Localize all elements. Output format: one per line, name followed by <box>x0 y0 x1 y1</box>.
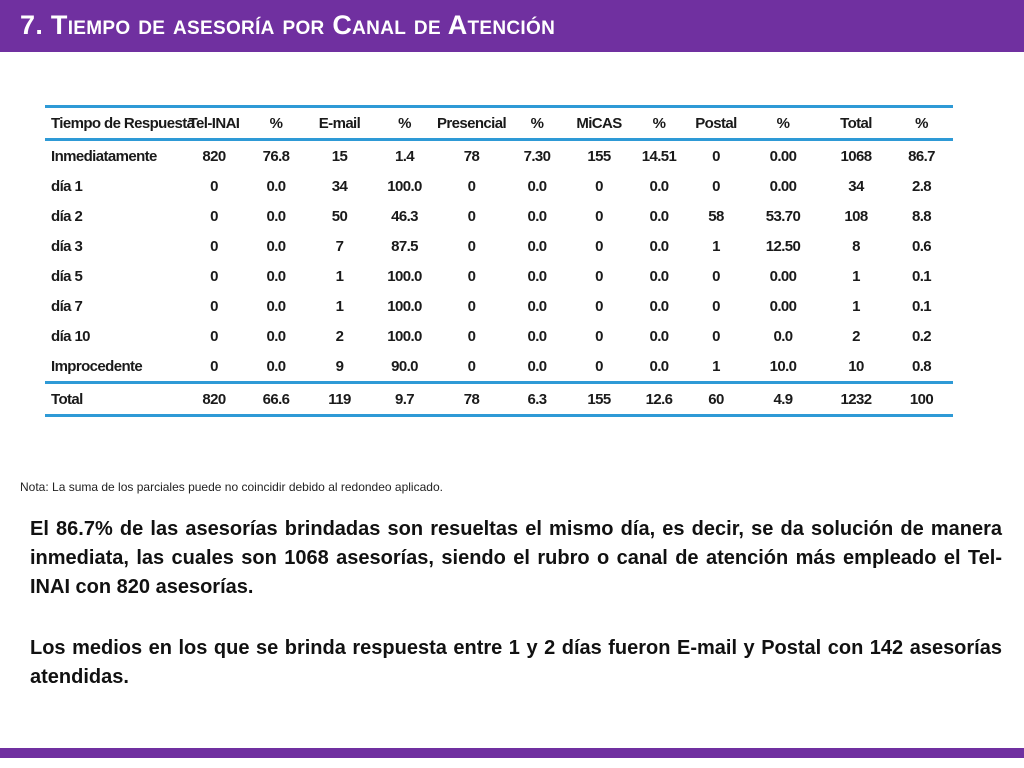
table-cell: 0.00 <box>769 297 797 315</box>
table-cell: 0.0 <box>527 207 547 225</box>
table-cell: 1 <box>712 237 720 255</box>
table-cell: día 3 <box>51 237 83 255</box>
table-cell: 0.0 <box>527 327 547 345</box>
table-cell: 0.0 <box>649 357 669 375</box>
table-cell: 0 <box>595 177 603 195</box>
table-cell: 86.7 <box>908 147 935 165</box>
column-header: MiCAS <box>576 114 622 132</box>
table-cell: 9 <box>335 357 344 375</box>
table-cell: 0 <box>467 207 476 225</box>
table-cell: 0 <box>595 357 603 375</box>
table-cell: 0.0 <box>649 327 669 345</box>
column-header: E-mail <box>318 114 361 132</box>
table-cell: 1232 <box>840 390 872 408</box>
table-cell: 1 <box>712 357 720 375</box>
table-cell: 0 <box>595 237 603 255</box>
table-cell: 2 <box>335 327 344 345</box>
table-cell: día 2 <box>51 207 83 225</box>
table-body <box>45 140 953 383</box>
table-cell: 2.8 <box>911 177 932 195</box>
table-cell: 1 <box>335 267 344 285</box>
column-header: % <box>398 114 411 132</box>
header-bar <box>0 0 1024 52</box>
column-header: % <box>530 114 544 132</box>
table-cell: 0 <box>712 297 720 315</box>
table-cell: 0.0 <box>266 297 286 315</box>
table-header-row <box>45 107 953 140</box>
table-cell: 0.0 <box>527 237 547 255</box>
footnote: Nota: La suma de los parciales puede no coincidir debido al redondeo aplicado. <box>20 480 443 494</box>
table-cell: 0 <box>712 327 720 345</box>
table-cell: 12.6 <box>645 390 673 408</box>
table-cell: día 10 <box>51 327 90 345</box>
column-header: Presencial <box>437 114 507 132</box>
table-cell: Total <box>51 390 83 408</box>
table-cell: Improcedente <box>51 357 143 375</box>
table-row <box>45 140 953 172</box>
table-cell: 0 <box>210 297 218 315</box>
table-cell: 0.1 <box>911 297 932 315</box>
table-total-row <box>45 383 953 416</box>
table-cell: 100.0 <box>387 267 422 285</box>
column-header: % <box>269 114 283 132</box>
table-cell: 14.51 <box>641 147 677 165</box>
table-cell: 0.0 <box>266 177 286 195</box>
column-header: % <box>915 114 928 132</box>
table-cell: 820 <box>202 390 226 408</box>
table-cell: 0.0 <box>527 297 547 315</box>
table-row <box>45 321 953 351</box>
table-cell: 0.0 <box>649 297 669 315</box>
table-cell: 155 <box>587 147 611 165</box>
column-header: Total <box>840 114 872 132</box>
table-cell: 0.0 <box>773 327 793 345</box>
table-cell: 8 <box>852 237 860 255</box>
table-cell: 0 <box>210 357 218 375</box>
table-cell: 0.0 <box>527 357 547 375</box>
table-cell: Inmediatamente <box>51 147 157 165</box>
table-cell: 0.00 <box>769 147 797 165</box>
table-cell: 0 <box>467 237 476 255</box>
column-header: % <box>776 114 790 132</box>
summary-paragraph-2: Los medios en los que se brinda respuesta entre 1 y 2 días fueron E-mail y Postal con 142 asesorías atendidas. <box>30 637 1002 688</box>
table-cell: 78 <box>463 147 480 165</box>
table-cell: 7.30 <box>523 147 551 165</box>
table-cell: 8.8 <box>911 207 932 225</box>
table-cell: 0 <box>467 177 476 195</box>
table-cell: 0 <box>712 267 720 285</box>
column-header: % <box>652 114 666 132</box>
table-cell: 15 <box>331 147 348 165</box>
table-cell: 100 <box>909 390 934 408</box>
table-cell: 0.0 <box>266 237 286 255</box>
table-row <box>45 351 953 383</box>
table-cell: 4.9 <box>773 390 793 408</box>
table-cell: 0.1 <box>911 267 932 285</box>
table-cell: 34 <box>848 177 864 195</box>
table-cell: 0.0 <box>649 177 669 195</box>
table-cell: 0.0 <box>527 177 547 195</box>
table-cell: 10 <box>848 357 864 375</box>
table-cell: 7 <box>335 237 344 255</box>
table-cell: 12.50 <box>765 237 801 255</box>
table-row <box>45 201 953 231</box>
table-cell: 0.0 <box>266 267 286 285</box>
table-cell: 50 <box>331 207 348 225</box>
table-cell: día 7 <box>51 297 83 315</box>
table-cell: 0.0 <box>649 267 669 285</box>
table-cell: 10.0 <box>769 357 797 375</box>
table-cell: 100.0 <box>387 297 422 315</box>
table-cell: 0.0 <box>527 267 547 285</box>
table-cell: 100.0 <box>387 327 422 345</box>
table-cell: 1068 <box>840 147 872 165</box>
table-cell: 9.7 <box>394 390 415 408</box>
table-cell: 100.0 <box>387 177 422 195</box>
table-cell: 6.3 <box>527 390 547 408</box>
table-cell: 58 <box>708 207 724 225</box>
table-cell: 0 <box>595 207 603 225</box>
table-cell: 0 <box>210 177 218 195</box>
table-cell: 0 <box>467 357 476 375</box>
column-header: Tel-INAI <box>188 114 240 132</box>
table-cell: 90.0 <box>391 357 418 375</box>
table-cell: 46.3 <box>391 207 418 225</box>
table-cell: 53.70 <box>765 207 801 225</box>
table-cell: 0.2 <box>911 327 932 345</box>
table-cell: 76.8 <box>262 147 290 165</box>
footer-bar <box>0 748 1024 758</box>
table-row <box>45 291 953 321</box>
table-cell: 66.6 <box>262 390 290 408</box>
table-row <box>45 171 953 201</box>
table-cell: día 1 <box>51 177 83 195</box>
summary-paragraph-1: El 86.7% de las asesorías brindadas son resueltas el mismo día, es decir, se da solución de manera inmediata, las cuales son 1068 asesorías, siendo el rubro o canal de atención más empleado el Tel-INAI con 820 asesorías. <box>30 518 1002 598</box>
table-cell: 155 <box>587 390 611 408</box>
table-cell: día 5 <box>51 267 83 285</box>
table-cell: 0 <box>467 267 476 285</box>
table-cell: 87.5 <box>391 237 418 255</box>
table-cell: 0 <box>712 177 720 195</box>
table-cell: 0 <box>595 267 603 285</box>
table-cell: 2 <box>852 327 860 345</box>
table-row <box>45 231 953 261</box>
table-cell: 119 <box>328 390 351 408</box>
response-time-table <box>45 105 953 417</box>
column-header: Postal <box>695 114 737 132</box>
table-cell: 0 <box>467 297 476 315</box>
table-cell: 0 <box>467 327 476 345</box>
table-cell: 0 <box>595 297 603 315</box>
table-cell: 1 <box>852 297 860 315</box>
table-cell: 78 <box>463 390 480 408</box>
table-cell: 0.0 <box>266 357 286 375</box>
table-cell: 0 <box>210 327 218 345</box>
table-cell: 1.4 <box>394 147 415 165</box>
table-cell: 60 <box>708 390 724 408</box>
table-cell: 0.6 <box>911 237 932 255</box>
table-cell: 820 <box>202 147 226 165</box>
table-cell: 1 <box>335 297 344 315</box>
table-cell: 0 <box>595 327 603 345</box>
table-cell: 1 <box>852 267 860 285</box>
table-cell: 0.0 <box>649 207 669 225</box>
table-cell: 0.0 <box>266 207 286 225</box>
table-cell: 0.8 <box>911 357 932 375</box>
table-cell: 0 <box>210 237 218 255</box>
table-cell: 0.0 <box>649 237 669 255</box>
table-cell: 0 <box>210 207 218 225</box>
table-cell: 34 <box>331 177 348 195</box>
column-header: Tiempo de Respuesta <box>51 114 195 132</box>
table-cell: 0.0 <box>266 327 286 345</box>
table-cell: 0 <box>712 147 720 165</box>
table-cell: 108 <box>844 207 868 225</box>
table-cell: 0 <box>210 267 218 285</box>
table-cell: 0.00 <box>769 267 797 285</box>
slide-title: 7. Tiempo de asesoría por Canal de Atención <box>20 10 556 40</box>
table-row <box>45 261 953 291</box>
table-cell: 0.00 <box>769 177 797 195</box>
